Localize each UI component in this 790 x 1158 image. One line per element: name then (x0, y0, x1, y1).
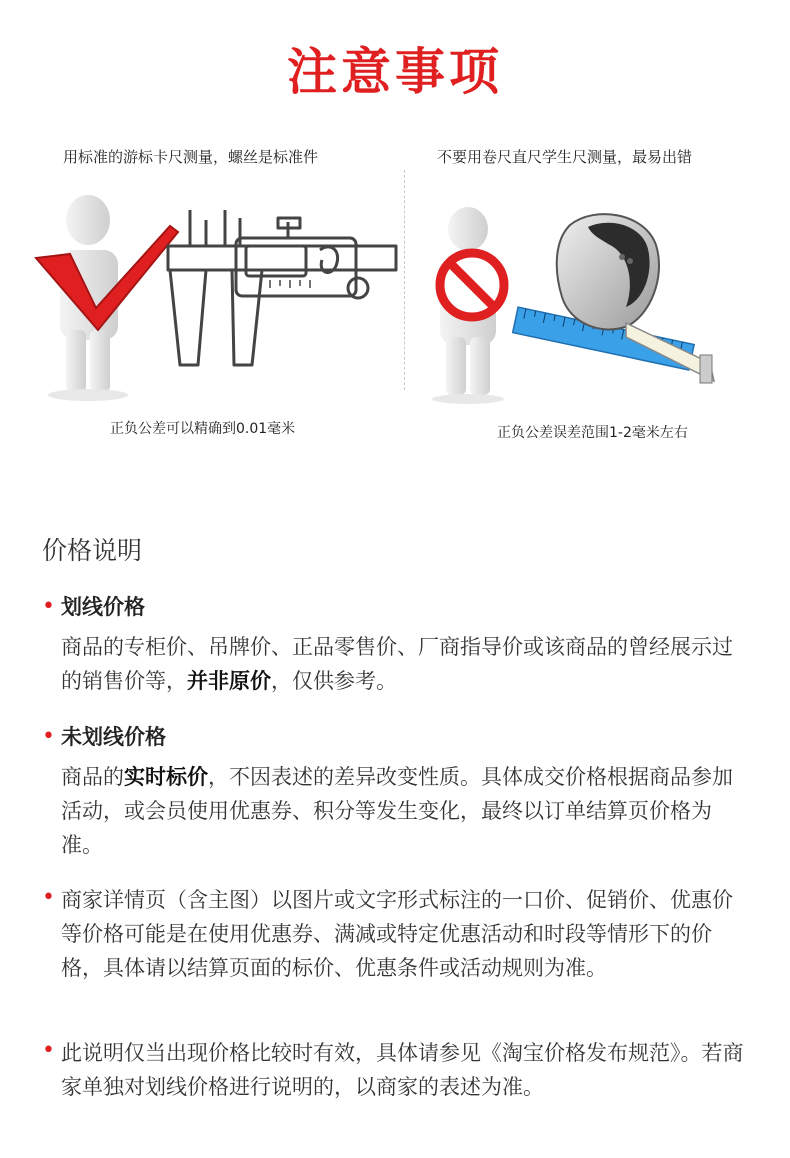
price-item-strikethrough (42, 592, 752, 698)
price-item-merchant-page (42, 883, 752, 985)
item-body: 此说明仅当出现价格比较时有效，具体请参见《淘宝价格发布规范》。若商家单独对划线价格进行说明的，以商家的表述为准。 (61, 1041, 744, 1099)
comparison-divider (404, 170, 405, 390)
item-text: 商品的 (61, 765, 124, 789)
caliper-illustration (30, 180, 400, 405)
item-body: 商家详情页（含主图）以图片或文字形式标注的一口价、促销价、优惠价等价格可能是在使用优惠券、满减或特定优惠活动和时段等情形下的价格，具体请以结算页面的标价、优惠条件或活动规则为准。 (61, 888, 733, 980)
tape-measure-illustration (420, 205, 730, 405)
price-item-non-strikethrough (42, 722, 752, 862)
right-caption-top: 不要用卷尺直尺学生尺测量，最易出错 (437, 148, 693, 166)
item-bold-text: 并非原价 (187, 669, 271, 693)
item-text: ，不因表述的差异改变性质。具体成交价格根据商品参加活动，或会员使用优惠券、积分等发生变化，最终以订单结算页价格为准。 (61, 765, 733, 857)
bullet-dot: • (42, 594, 55, 619)
bullet-dot: • (42, 724, 55, 749)
item-body (61, 760, 752, 862)
item-body (61, 630, 752, 698)
price-item-note (42, 1036, 752, 1104)
page-title: 注意事项 (287, 42, 503, 101)
item-text: ，仅供参考。 (271, 669, 397, 693)
bullet-dot: • (42, 1038, 55, 1063)
left-caption-top: 用标准的游标卡尺测量，螺丝是标准件 (63, 148, 319, 166)
bullet-dot: • (42, 885, 55, 910)
item-heading: 划线价格 (61, 595, 145, 619)
price-section-title: 价格说明 (42, 536, 143, 565)
right-caption-bottom: 正负公差误差范围1-2毫米左右 (497, 425, 688, 441)
left-caption-bottom: 正负公差可以精确到0.01毫米 (110, 421, 296, 437)
item-text: 商品的专柜价、吊牌价、正品零售价、厂商指导价或该商品的曾经展示过的销售价等， (61, 635, 733, 693)
item-heading: 未划线价格 (61, 725, 166, 749)
prohibited-icon (440, 253, 504, 317)
item-bold-text: 实时标价 (124, 765, 208, 789)
